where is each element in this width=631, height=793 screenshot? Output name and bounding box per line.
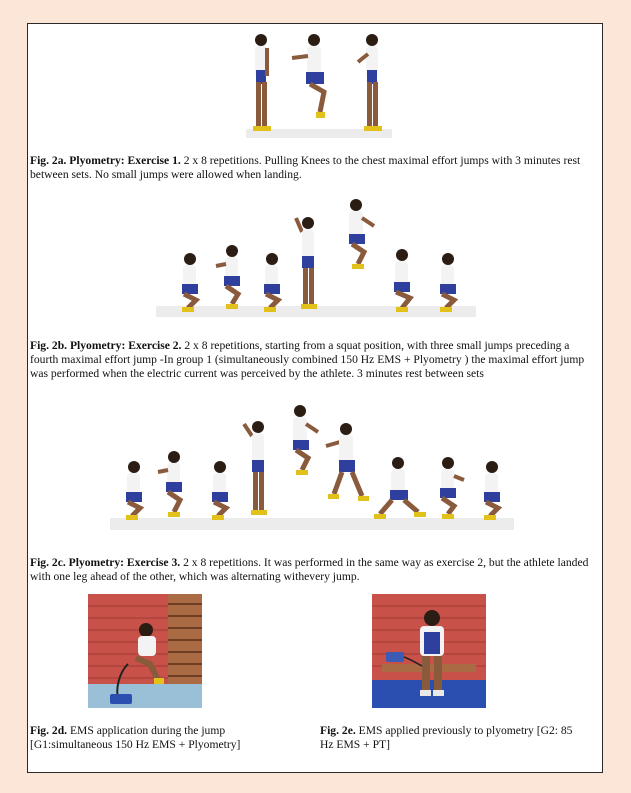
fig-2a-illustration — [28, 24, 602, 144]
caption-fig-2c-title: Plyometry: Exercise 3. — [68, 556, 181, 569]
fig-2e-ems-seated-image — [372, 594, 486, 708]
caption-fig-2b-text: 2 x 8 repetitions, starting from a squat position, with three small jumps preceding a fourth maximal effort jump -In group 1 (simultaneously combined 150 Hz EMS + Plyometry ) the maximal effort jump was performed when the electric current was perceived by the athlete. 3 minutes rest between sets — [30, 339, 585, 380]
caption-fig-2d-id: Fig. 2d. — [30, 724, 68, 737]
athlete-landing — [356, 32, 390, 138]
athlete-tuck-jump — [290, 32, 334, 122]
athlete-squat — [432, 252, 466, 314]
caption-fig-2b-id: Fig. 2b. — [30, 339, 68, 352]
caption-fig-2c — [30, 556, 596, 584]
caption-fig-2a-id: Fig. 2a. — [30, 154, 67, 167]
athlete-squat — [256, 252, 288, 314]
athlete-squat — [118, 460, 150, 522]
caption-fig-2e-id: Fig. 2e. — [320, 724, 356, 737]
athlete-split-descent — [324, 422, 370, 506]
fig-2b-illustration — [28, 196, 602, 321]
athlete-small-jump — [214, 244, 250, 314]
athlete-standing — [243, 32, 277, 138]
caption-fig-2d-text: EMS application during the jump [G1:simultaneous 150 Hz EMS + Plyometry] — [30, 724, 241, 751]
caption-fig-2c-id: Fig. 2c. — [30, 556, 66, 569]
athlete-squat — [204, 460, 236, 522]
athlete-squat — [476, 460, 510, 522]
caption-fig-2b — [30, 339, 596, 381]
athlete-peak-jump — [282, 404, 322, 480]
athlete-peak-jump — [338, 198, 378, 274]
caption-fig-2e — [320, 724, 588, 752]
fig-2d-ems-jump-image — [88, 594, 202, 708]
athlete-small-jump — [432, 456, 468, 522]
caption-fig-2b-title: Plyometry: Exercise 2. — [69, 339, 182, 352]
caption-fig-2a-text: 2 x 8 repetitions. Pulling Knees to the chest maximal effort jumps with 3 minutes rest between sets. No small jumps were allowed when landing. — [30, 154, 581, 181]
gym-wall-illustration — [88, 594, 202, 708]
caption-fig-2e-text: EMS applied previously to plyometry [G2: 85 Hz EMS + PT] — [320, 724, 573, 751]
athlete-split-landing — [372, 456, 428, 524]
caption-fig-2a-title: Plyometry: Exercise 1. — [69, 154, 181, 167]
athlete-takeoff — [240, 420, 274, 520]
athlete-small-jump — [156, 450, 192, 522]
caption-fig-2c-text: 2 x 8 repetitions. It was performed in the same way as exercise 2, but the athlete landed with one leg ahead of the other, which was alternating withevery jump. — [30, 556, 589, 583]
athlete-landing-squat — [386, 248, 420, 314]
fig-2c-illustration — [28, 402, 602, 537]
figure-sheet — [27, 23, 603, 773]
athlete-takeoff — [292, 216, 324, 312]
gym-bench-illustration — [372, 594, 486, 708]
caption-fig-2a — [30, 154, 596, 182]
caption-fig-2d — [30, 724, 280, 752]
athlete-squat — [174, 252, 206, 314]
